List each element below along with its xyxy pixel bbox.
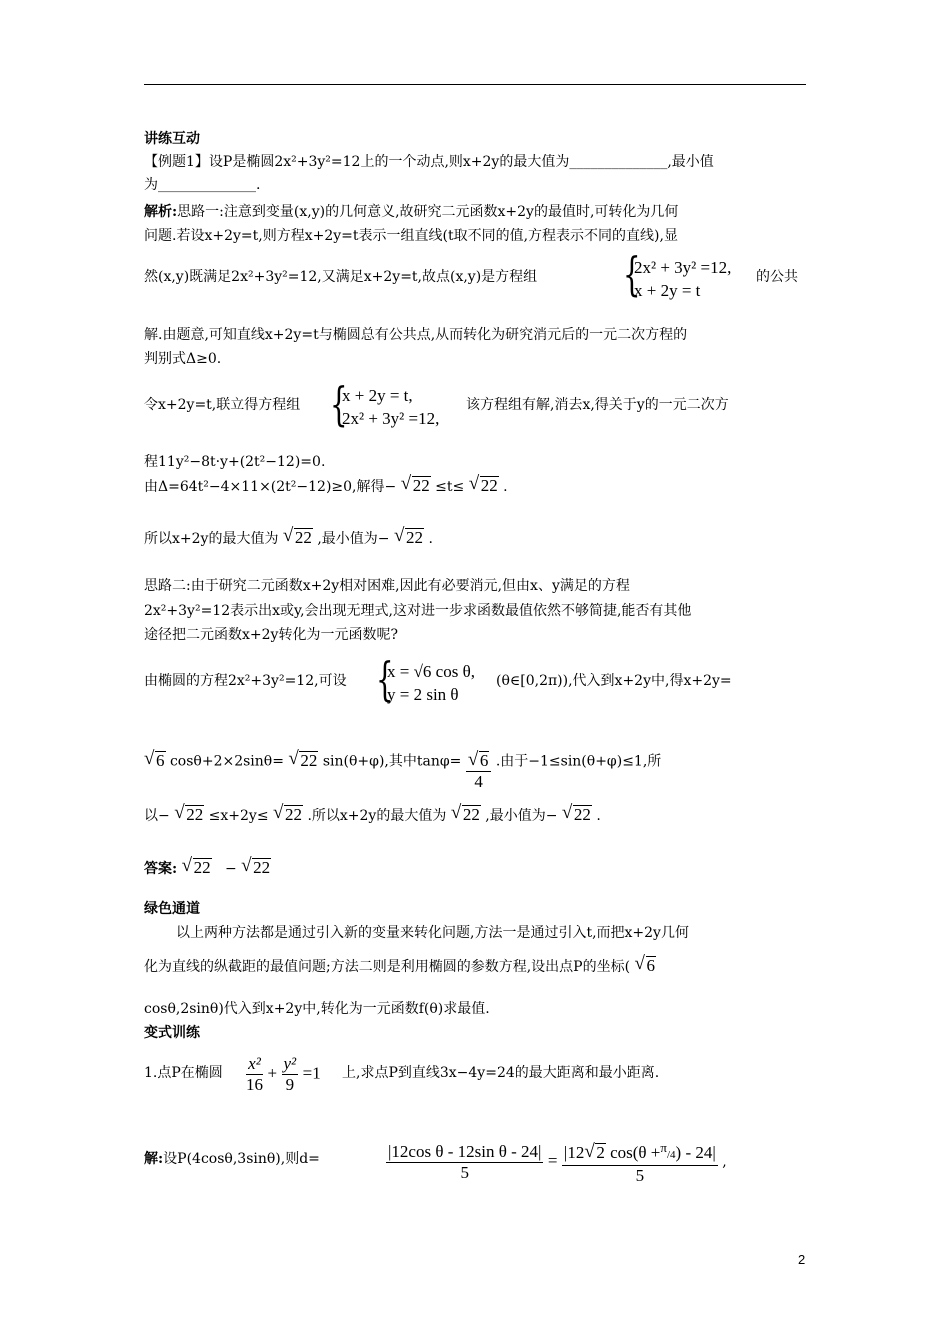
text: 化为直线的纵截距的最值问题;方法二则是利用椭圆的参数方程,设出点P的坐标(: [144, 959, 631, 975]
sqrt-2: √ 2: [584, 1141, 605, 1162]
analysis-p6: [144, 741, 662, 791]
equation-system-1: [634, 256, 731, 302]
text: ,最小值为−: [485, 808, 558, 824]
analysis-line-4: 解.由题意,可知直线x+2y=t与椭圆总有公共点,从而转化为研究消元后的一元二次方程的: [144, 327, 688, 343]
text: .: [596, 808, 601, 824]
analysis-line-2: 问题.若设x+2y=t,则方程x+2y=t表示一组直线(t取不同的值,方程表示不同的直线),显: [144, 228, 678, 244]
example-line-1: 【例题1】设P是椭圆2x²+3y²=12上的一个动点,则x+2y的最大值为______________,最小值: [144, 154, 714, 170]
analysis-p2-line-3: [144, 475, 508, 498]
green-line-1: 以上两种方法都是通过引入新的变量来转化问题,方法一是通过引入t,而把x+2y几何: [176, 925, 689, 941]
system-brace: {: [623, 247, 641, 301]
sqrt-22: √ 22: [561, 802, 591, 824]
solution-line: [144, 1148, 320, 1170]
equation-system-2: [342, 384, 439, 430]
section-heading-variant: 变式训练: [144, 1025, 200, 1041]
sqrt-22: √ 22: [288, 747, 318, 770]
text: sin(θ+φ),其中tanφ=: [322, 753, 462, 770]
sqrt-22: √ 22: [181, 855, 211, 877]
text: 所以x+2y的最大值为: [144, 531, 279, 547]
text: 设P(4cosθ,3sinθ),则d=: [163, 1151, 320, 1167]
text: 以−: [144, 808, 170, 824]
system-row: 2x² + 3y² =12,: [342, 409, 440, 428]
text: ≤x+2y≤: [208, 808, 269, 824]
text: 由Δ=64t²−4×11×(2t²−12)≥0,解得−: [144, 479, 397, 495]
text: ,: [722, 1154, 727, 1170]
solution-label: 解:: [144, 1151, 164, 1167]
section-heading-green: 绿色通道: [144, 901, 200, 917]
analysis-p5-start: 由椭圆的方程2x²+3y²=12,可设: [144, 673, 347, 689]
equation-system-3: [387, 660, 475, 706]
sqrt-22: √ 22: [450, 802, 480, 824]
header-rule: [144, 84, 806, 85]
ellipse-equation: $\frac{\text{x²}}{16}$ + $\frac{\text{y²}}{9}$ =1: [246, 1054, 321, 1094]
text: .: [503, 479, 508, 495]
page-number: 2: [798, 1252, 806, 1267]
analysis-text: 然(x,y)既满足2x²+3y²=12,又满足x+2y=t,故点(x,y)是方程组: [144, 269, 538, 285]
analysis-p4-line-2: 2x²+3y²=12表示出x或y,会出现无理式,这对进一步求函数最值依然不够简捷,能否有其他: [144, 603, 692, 619]
sqrt-22: √ 22: [400, 473, 430, 495]
text: cosθ+2×2sinθ=: [169, 753, 284, 770]
system-row: x + 2y = t,: [342, 386, 413, 405]
system-row: x + 2y = t: [634, 281, 701, 300]
fraction-x2-16: $\frac{\text{x²}}{16}$: [246, 1054, 263, 1094]
analysis-line-5: 判别式Δ≥0.: [144, 351, 222, 367]
text: .由于−1≤sin(θ+φ)≤1,所: [495, 753, 662, 770]
sqrt-22: √ 22: [468, 473, 498, 495]
section-heading-interaction: 讲练互动: [144, 131, 200, 147]
fraction-distance-1: $\frac{\text{|12cos θ - 12sin θ - 24|}}{5}$: [388, 1141, 542, 1182]
distance-formula: $\frac{\text{|12cos θ - 12sin θ - 24|}}{5}$ = |12 √ 2 cos(θ +$^\pi$/4) - 24| 5 ,: [388, 1140, 727, 1185]
variant-question-1: [144, 1062, 223, 1084]
text: .: [428, 531, 433, 547]
analysis-text: 思路一:注意到变量(x,y)的几何意义,故研究二元函数x+2y的最值时,可转化为几何: [177, 204, 679, 220]
text: −: [224, 861, 237, 877]
analysis-line-3: [144, 266, 537, 288]
fraction-distance-2: |12 √ 2 cos(θ +$^\pi$/4) - 24| 5: [563, 1140, 716, 1185]
text: .所以x+2y的最大值为: [307, 808, 447, 824]
text: ≤t≤: [435, 479, 465, 495]
system-brace: {: [376, 652, 394, 706]
example-line-2: 为______________.: [144, 177, 261, 193]
sqrt-22: √ 22: [174, 802, 204, 824]
system-row: y = 2 sin θ: [387, 685, 459, 704]
answer-line: [144, 857, 271, 880]
green-line-3: cosθ,2sinθ)代入到x+2y中,转化为一元函数f(θ)求最值.: [144, 1001, 490, 1017]
sqrt-6: √ 6: [634, 953, 655, 975]
sqrt-22: √ 22: [282, 525, 312, 547]
analysis-p2-line-2: 程11y²−8t·y+(2t²−12)=0.: [144, 454, 326, 470]
equals-one: =1: [302, 1063, 321, 1083]
system-row: 2x² + 3y² =12,: [634, 258, 732, 277]
fraction-sqrt6-over-4: √ 6 4: [466, 751, 492, 792]
sqrt-22: √ 22: [394, 525, 423, 547]
analysis-p2-end: 该方程组有解,消去x,得关于y的一元二次方: [466, 397, 729, 413]
analysis-p2-start: 令x+2y=t,联立得方程组: [144, 397, 301, 413]
analysis-p4-line-3: 途径把二元函数x+2y转化为一元函数呢?: [144, 627, 398, 643]
analysis-p3: [144, 527, 433, 550]
analysis-p7: [144, 804, 601, 827]
sqrt-22: √ 22: [273, 802, 302, 824]
text: 1.点P在椭圆: [144, 1065, 223, 1081]
system-brace: {: [330, 377, 348, 431]
analysis-line-3-end: 的公共: [756, 269, 798, 285]
analysis-label: 解析:: [144, 204, 178, 220]
system-row: x = √6 cos θ,: [387, 662, 475, 681]
sqrt-6: √ 6: [144, 747, 165, 770]
answer-label: 答案:: [144, 861, 178, 877]
analysis-line-1: [144, 201, 678, 223]
analysis-p4-line-1: 思路二:由于研究二元函数x+2y相对困难,因此有必要消元,但由x、y满足的方程: [144, 578, 630, 594]
fraction-y2-9: $\frac{\text{y²}}{9}$: [283, 1054, 297, 1094]
sqrt-22: √ 22: [241, 855, 271, 877]
text: ,最小值为−: [317, 531, 390, 547]
variant-question-1-end: 上,求点P到直线3x−4y=24的最大距离和最小距离.: [342, 1065, 660, 1081]
analysis-p5-end: (θ∈[0,2π)),代入到x+2y中,得x+2y=: [496, 673, 732, 689]
green-line-2: [144, 955, 656, 978]
